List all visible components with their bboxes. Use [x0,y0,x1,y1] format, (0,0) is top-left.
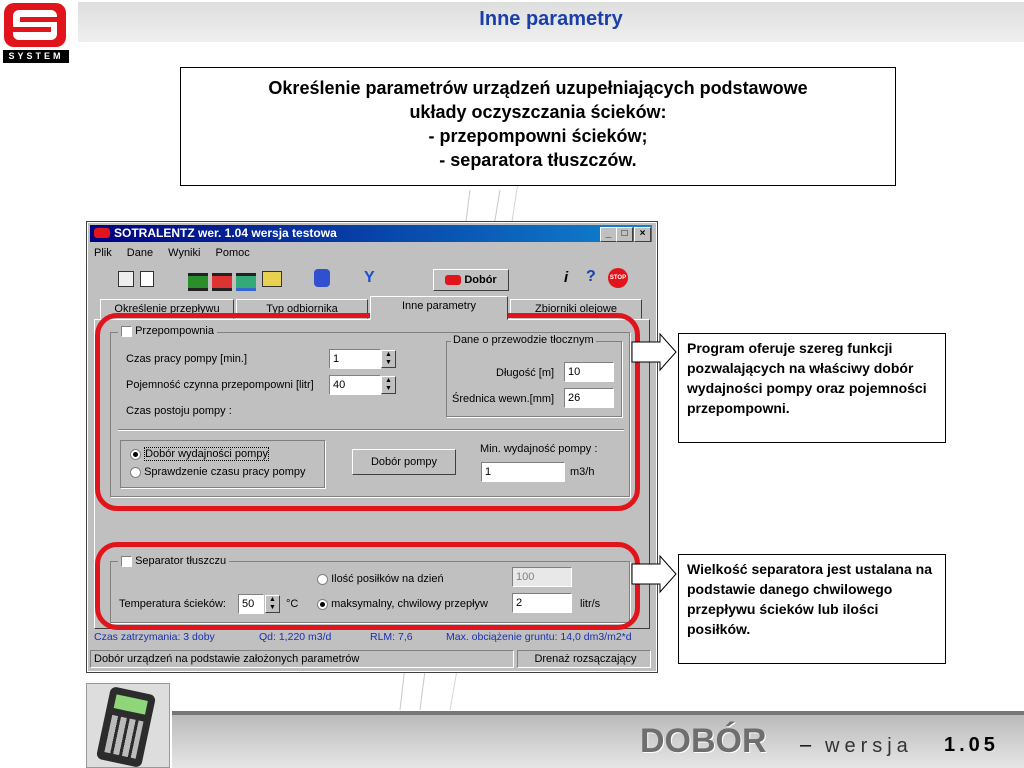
info-obciazenie: Max. obciążenie gruntu: 14,0 dm3/m2*d [446,631,632,643]
calculator-image [86,683,170,768]
min-wydajnosc-input[interactable]: 1 [481,462,565,482]
info-icon[interactable]: i [564,269,569,286]
srednica-label: Średnica wewn.[mm] [452,393,555,405]
temperatura-input[interactable]: 50 [238,594,264,614]
czas-postoju-label: Czas postoju pompy : [126,405,232,417]
callout-przepompownia: Program oferuje szereg funkcji pozwalających na właściwy dobór wydajności pompy oraz pojemności przepompowni. [678,333,946,443]
info-czas: Czas zatrzymania: 3 doby [94,631,215,643]
radio-sprawdzenie-label: Sprawdzenie czasu pracy pompy [144,466,306,478]
pipe-icon-1[interactable] [188,273,208,291]
czas-pracy-label: Czas pracy pompy [min.] [126,353,248,365]
preview-icon[interactable] [140,271,154,287]
window-titlebar [90,225,652,242]
footer-version-word: wersja [825,735,913,757]
pojemnosc-label: Pojemność czynna przepompowni [litr] [126,379,314,391]
dobor-pompy-button[interactable]: Dobór pompy [352,449,456,475]
footer-brand: DOBÓR [640,722,767,760]
dobor-toolbar-button[interactable] [433,269,509,291]
min-wydajnosc-unit: m3/h [570,466,595,478]
min-wydajnosc-label: Min. wydajność pompy : [480,443,598,455]
callout-separator: Wielkość separatora jest ustalana na podstawie danego chwilowego przepływu ścieków lub ilości posiłków. [678,554,946,664]
pipe-icon-3[interactable] [236,273,256,291]
tank-icon[interactable] [262,271,282,287]
tab-inne-parametry[interactable]: Inne parametry [370,296,508,320]
radio-dobor-label: Dobór wydajności pompy [145,448,268,460]
przeplyw-unit: litr/s [580,598,601,610]
przewod-group-label: Dane o przewodzie tłocznym [453,334,594,346]
dobor-toolbar-label: Dobór [464,274,497,286]
calculator-icon [96,686,156,768]
radio-posilki-label: Ilość posiłków na dzień [331,573,444,585]
temperatura-spinner[interactable]: ▲ ▼ [265,595,280,613]
czas-pracy-spinner[interactable]: ▲ ▼ [381,350,396,368]
menu-pomoc[interactable]: Pomoc [215,247,250,259]
minimize-button[interactable]: _ [600,227,617,242]
funnel-icon[interactable]: Y [364,269,375,286]
footer-version-number: 1.05 [944,734,999,756]
top-arrow-icon [630,333,680,373]
printer-icon[interactable] [118,271,134,287]
footer-dash: – [800,734,812,756]
menu-wyniki[interactable]: Wyniki [168,247,201,259]
pipe-icon-2[interactable] [212,273,232,291]
separator-highlight [95,542,640,630]
info-qd: Qd: 1,220 m3/d [259,631,332,643]
pojemnosc-spinner[interactable]: ▲ ▼ [381,376,396,394]
footer-line [172,711,1024,715]
page-title: Inne parametry [479,8,623,30]
app-logo-icon [94,228,110,238]
tab-typ-odbiornika[interactable]: Typ odbiornika [236,299,368,319]
description-line: - przepompowni ścieków; [428,126,648,146]
system-logo [0,0,74,64]
close-button[interactable]: × [634,227,651,242]
dlugosc-label: Długość [m] [496,367,555,379]
help-icon[interactable]: ? [586,268,596,285]
menu-plik[interactable]: Plik [94,247,112,259]
przepompownia-label: Przepompownia [135,325,214,337]
calculator-screen [114,694,148,714]
calculator-keys [104,715,143,759]
przeplyw-input[interactable]: 2 [512,593,572,613]
description-box [180,67,896,186]
status-right: Drenaż rozsączający [517,650,651,668]
radio-przeplyw-label: maksymalny, chwilowy przepływ [331,598,488,610]
temperatura-unit: °C [286,598,299,610]
window-title: SOTRALENTZ wer. 1.04 wersja testowa [114,226,337,240]
menu-dane[interactable]: Dane [126,247,154,259]
czas-pracy-input[interactable]: 1 [329,349,381,369]
logo-s-mark [4,3,66,47]
temperatura-label: Temperatura ścieków: [119,598,226,610]
separator-label: Separator tłuszczu [135,555,227,567]
tab-okreslenie-przeplywu[interactable]: Określenie przepływu [100,299,234,319]
info-rlm: RLM: 7,6 [370,631,413,643]
maximize-button[interactable]: □ [616,227,633,242]
stop-icon[interactable]: STOP [608,268,628,288]
bottom-arrow-icon [630,555,680,595]
srednica-input[interactable]: 26 [564,388,614,408]
posilki-input[interactable]: 100 [512,567,572,587]
status-left: Dobór urządzeń na podstawie założonych parametrów [90,650,514,668]
s-logo-icon [445,275,461,285]
menu-bar [94,247,262,259]
description-line: układy oczyszczania ścieków: [409,102,667,122]
description-line: - separatora tłuszczów. [439,150,637,170]
dlugosc-input[interactable]: 10 [564,362,614,382]
tab-zbiorniki-olejowe[interactable]: Zbiorniki olejowe [510,299,642,319]
description-line: Określenie parametrów urządzeń uzupełniających podstawowe [268,78,808,98]
przepompownia-highlight [95,313,640,511]
system-icon[interactable] [314,269,330,287]
pojemnosc-input[interactable]: 40 [329,375,381,395]
logo-text: SYSTEM [3,50,69,63]
